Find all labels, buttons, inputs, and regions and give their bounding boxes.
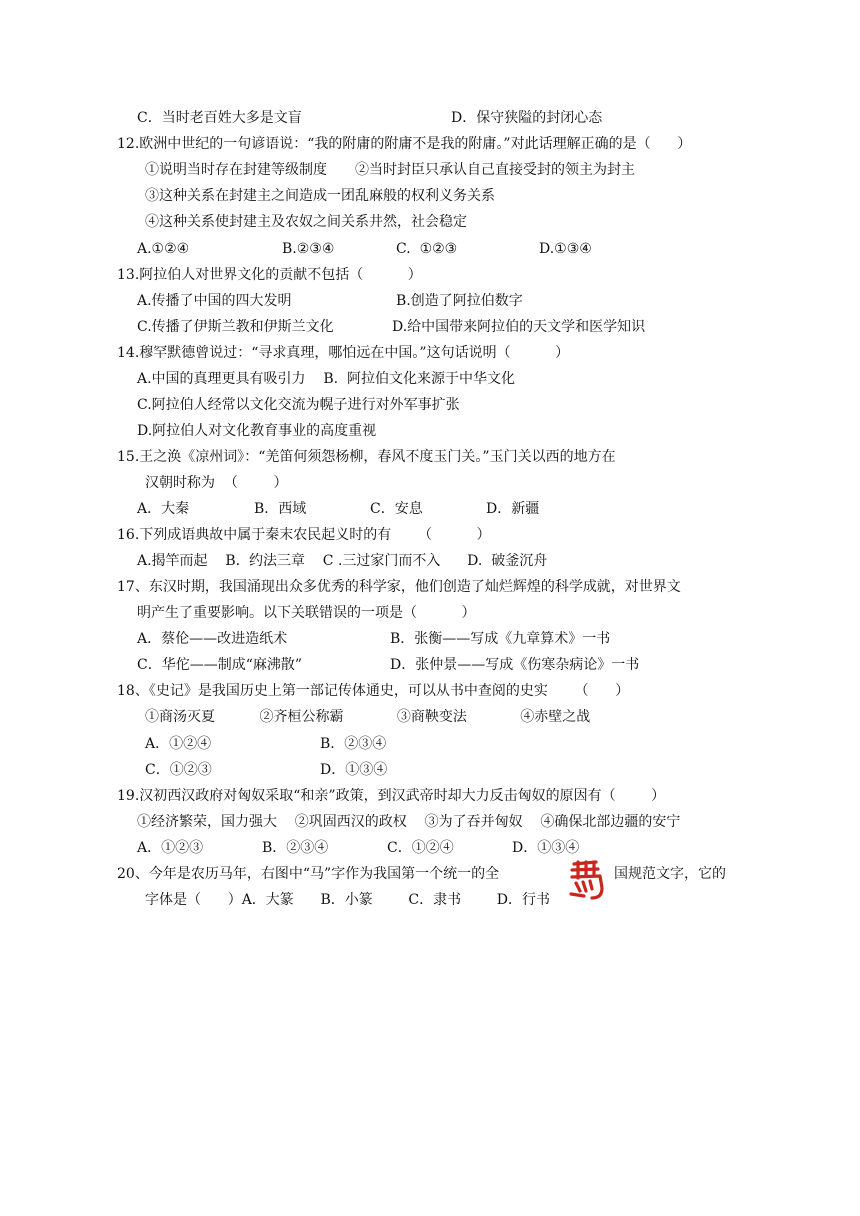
seal-script-horse-image [566,858,610,902]
q18-option-a: A．①②④ [145,736,212,752]
q13-option-c: C.传播了伊斯兰教和伊斯兰文化 [137,319,334,335]
q15-stem: 15.王之涣《凉州词》：“羌笛何须怨杨柳，春风不度玉门关。”玉门关以西的地方在 [117,449,616,465]
q20-options: 字体是（ ）A．大篆 B．小篆 C．隶书 D．行书 [145,892,550,908]
q11-option-c: C．当时老百姓大多是文盲 [137,110,302,126]
q12-option-c: C. ①②③ [396,241,458,257]
q14-option-c: C.阿拉伯人经常以文化交流为幌子进行对外军事扩张 [137,397,460,413]
q18-option-b: B．②③④ [320,736,387,752]
q19-option-b: B．②③④ [262,840,329,856]
q13-option-d: D.给中国带来阿拉伯的天文学和医学知识 [392,319,646,335]
q15-option-b: B．西域 [254,501,307,517]
q13-stem: 13.阿拉伯人对世界文化的贡献不包括（ ） [117,267,422,283]
q18-stem: 18、《史记》是我国历史上第一部记传体通史，可以从书中查阅的史实 （ ） [117,683,630,699]
q19-statements: ①经济繁荣，国力强大 ②巩固西汉的政权 ③为了吞并匈奴 ④确保北部边疆的安宁 [137,814,681,830]
q12-option-a: A.①②④ [137,241,190,257]
q11-option-d: D．保守狭隘的封闭心态 [451,110,603,126]
q14-stem: 14.穆罕默德曾说过：“寻求真理，哪怕远在中国。”这句话说明（ ） [117,345,570,361]
q17-option-a: A．蔡伦——改进造纸术 [137,631,288,647]
q13-option-b: B.创造了阿拉伯数字 [396,293,523,309]
horse-seal-icon [566,858,610,902]
q14-option-d: D.阿拉伯人对文化教育事业的高度重视 [137,423,377,439]
q19-option-a: A．①②③ [137,840,204,856]
q12-option-b: B.②③④ [282,241,335,257]
q13-option-a: A.传播了中国的四大发明 [137,293,292,309]
q17-option-b: B．张衡——写成《九章算术》一书 [390,631,611,647]
q15-option-c: C．安息 [370,501,423,517]
q12-statement-2: ②当时封臣只承认自己直接受封的领主为封主 [355,162,635,178]
q12-statement-1: ①说明当时存在封建等级制度 [145,162,327,178]
q19-option-c: C．①②④ [387,840,454,856]
q14-option-a-b: A.中国的真理更具有吸引力 B. 阿拉伯文化来源于中华文化 [137,371,515,387]
q15-stem-2: 汉朝时称为 （ ） [145,475,288,491]
q15-option-a: A．大秦 [137,501,190,517]
q12-option-d: D.①③④ [539,241,592,257]
q19-option-d: D．①③④ [512,840,580,856]
q18-option-c: C．①②③ [145,762,212,778]
q20-stem-right: 国规范文字，它的 [614,866,726,882]
q15-option-d: D．新疆 [486,501,540,517]
q12-statement-4: ④这种关系使封建主及农奴之间关系井然，社会稳定 [145,214,467,230]
q17-option-d: D．张仲景——写成《伤寒杂病论》一书 [390,657,640,673]
q12-statement-3: ③这种关系在封建主之间造成一团乱麻般的权利义务关系 [145,188,495,204]
q18-statements: ①商汤灭夏 ②齐桓公称霸 ③商鞅变法 ④赤壁之战 [145,709,591,725]
q20-stem-left: 20、今年是农历马年，右图中“马”字作为我国第一个统一的全 [117,866,500,882]
q18-option-d: D．①③④ [320,762,388,778]
q17-stem: 17、东汉时期，我国涌现出众多优秀的科学家，他们创造了灿烂辉煌的科学成就，对世界文 [117,579,681,595]
q16-options: A.揭竿而起 B. 约法三章 C .三过家门而不入 D. 破釜沉舟 [137,553,548,569]
q17-stem-2: 明产生了重要影响。以下关联错误的一项是（ ） [137,605,476,621]
q16-stem: 16.下列成语典故中属于秦末农民起义时的有 （ ） [117,527,491,543]
q19-stem: 19.汉初西汉政府对匈奴采取“和亲”政策，到汉武帝时却大力反击匈奴的原因有（ ） [117,788,666,804]
q12-stem: 12.欧洲中世纪的一句谚语说：“我的附庸的附庸不是我的附庸。”对此话理解正确的是（ ） [117,136,692,152]
q17-option-c: C．华佗——制成“麻沸散” [137,657,303,673]
